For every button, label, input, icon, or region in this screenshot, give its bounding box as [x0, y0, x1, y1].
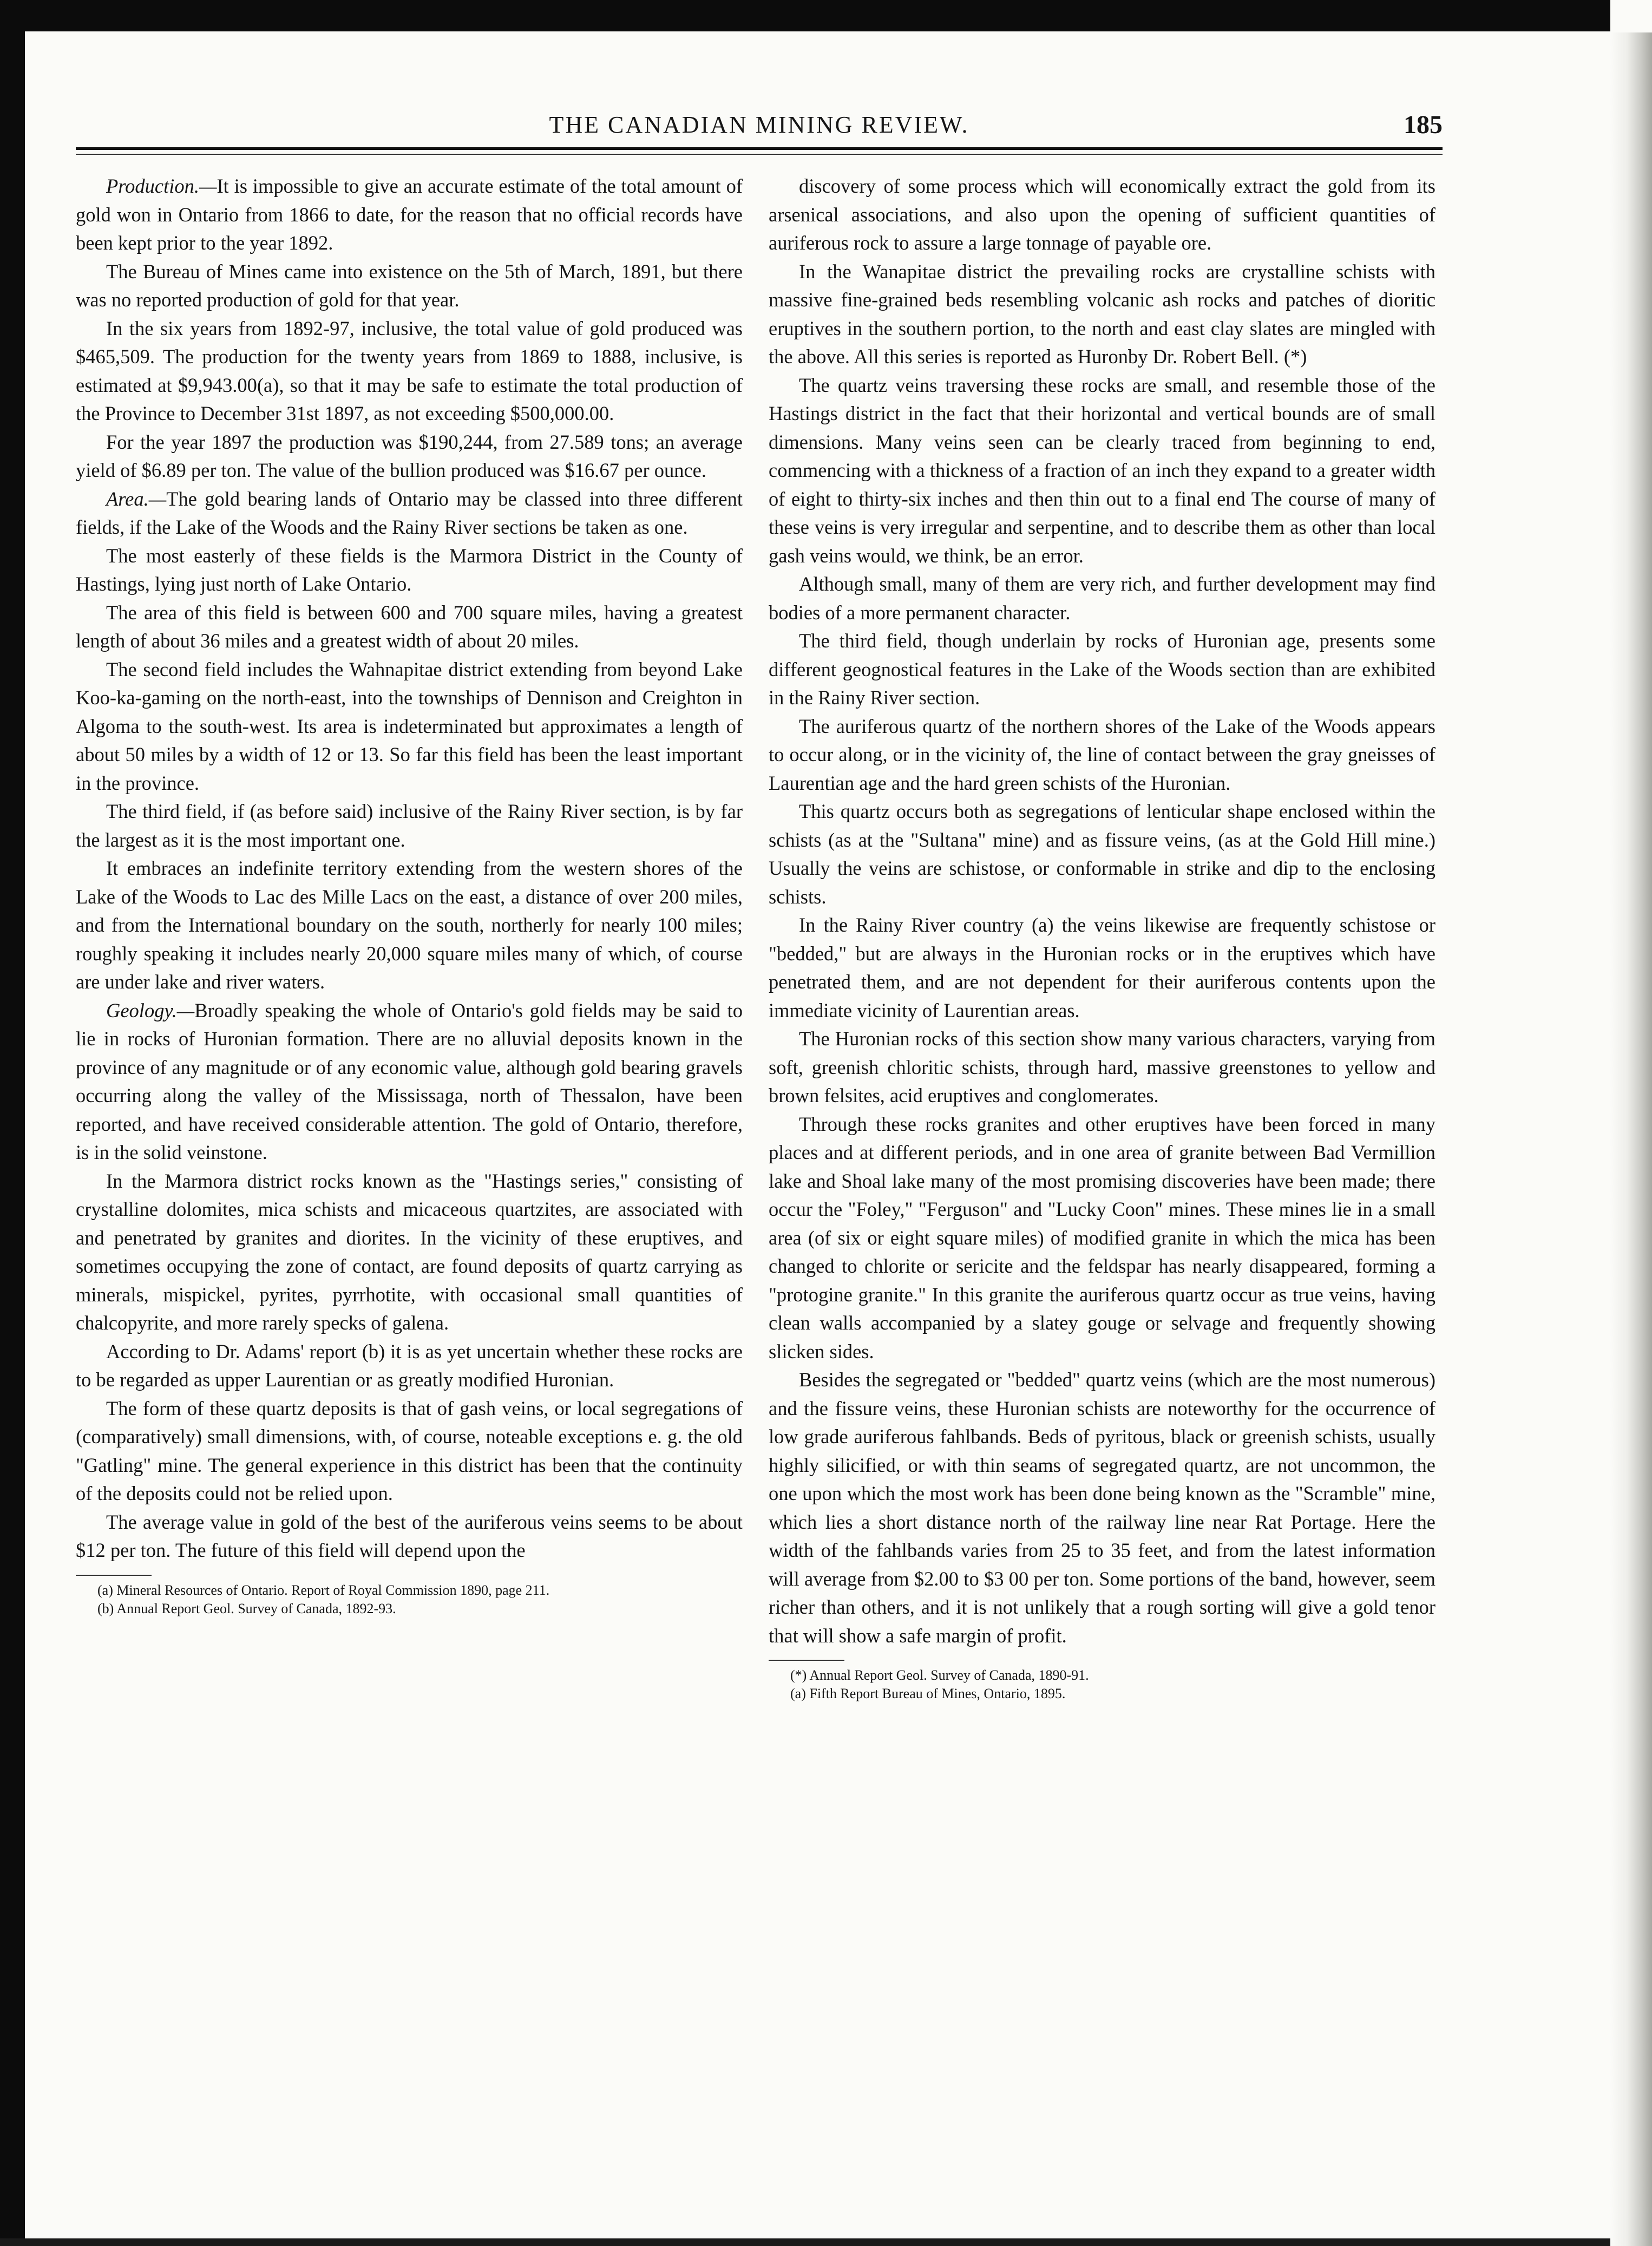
paragraph-text: The most easterly of these fields is the Marmora District in the County of Hastings, lying just north of Lake Ontario. [76, 544, 743, 595]
paragraph-text: The third field, though underlain by rocks of Huronian age, presents some different geognostical features in the Lake of the Woods section than are exhibited in the Rainy River section. [769, 630, 1435, 709]
paragraph [769, 797, 1435, 911]
header-rule-thin [76, 154, 1443, 155]
paragraph [76, 1338, 743, 1394]
scan-bottom-border [0, 2238, 1610, 2246]
paragraph [76, 656, 743, 798]
paragraph-text: In the Marmora district rocks known as the "Hastings series," consisting of crystalline dolomites, mica schists and micaceous quartzites, are associated with and penetrated by granites and diorites. In the vicinity of these eruptives, and sometimes occupying the zone of contact, are found deposits of quartz carrying as minerals, mispickel, pyrites, pyrrhotite, with occasional small quantities of chalcopyrite, and more rarely specks of galena. [76, 1169, 743, 1334]
journal-title: THE CANADIAN MINING REVIEW. [549, 112, 969, 138]
paragraph-text: It embraces an indefinite territory extending from the western shores of the Lake of the Woods to Lac des Mille Lacs on the east, a distance of over 200 miles, and from the International boundary on the south, northerly for nearly 100 miles; roughly speaking it includes nearly 20,000 square miles many of which, of course are under lake and river waters. [76, 857, 743, 993]
paragraph-text: It is impossible to give an accurate estimate of the total amount of gold won in Ontario from 1866 to date, for the reason that no official records have been kept prior to the year 1892. [76, 175, 743, 254]
paragraph [76, 854, 743, 997]
footnote: (*) Annual Report Geol. Survey of Canada, 1890-91. [790, 1667, 1089, 1683]
paragraph [769, 712, 1435, 798]
paragraph [769, 1025, 1435, 1110]
footnote: (b) Annual Report Geol. Survey of Canada, 1892-93. [97, 1600, 396, 1616]
paragraph-text: This quartz occurs both as segregations of lenticular shape enclosed within the schists (as at the "Sultana" mine) and as fissure veins, (as at the Gold Hill mine.) Usually the veins are schistose, or conformable in strike and dip to the enclosing schists. [769, 800, 1435, 908]
section-run-in-heading: Production.— [106, 175, 217, 197]
paragraph [769, 1110, 1435, 1366]
paragraph-text: Besides the segregated or "bedded" quartz veins (which are the most numerous) and the fissure veins, these Huronian schists are noteworthy for the occurrence of low grade auriferous fahlbands. Beds of pyritous, black or greenish schists, usually highly silicified, or with thin seams of segregated quartz, are not uncommon, the one upon which the most work has been done being known as the "Scramble" mine, which lies a short distance north of the railway line near Rat Portage. Here the width of the fahlbands varies from 25 to 35 feet, and from the latest information will average from $2.00 to $3 00 per ton. Some portions of the band, however, seem richer than others, and it is not unlikely that a rough sorting will give a gold tenor that will show a safe margin of profit. [769, 1368, 1435, 1647]
paragraph [769, 258, 1435, 371]
paragraph [76, 1167, 743, 1338]
footnote-rule [76, 1575, 152, 1576]
paragraph [769, 627, 1435, 712]
paragraph-text: The Huronian rocks of this section show many various characters, varying from soft, greenish chloritic schists, through hard, massive greenstones to yellow and brown felsites, acid eruptives and conglomerates. [769, 1027, 1435, 1106]
footnote: (a) Mineral Resources of Ontario. Report of Royal Commission 1890, page 211. [97, 1582, 550, 1598]
running-header [76, 106, 1443, 144]
left-column [76, 172, 743, 1618]
scan-left-border [0, 0, 25, 2246]
page-number: 185 [1404, 110, 1443, 139]
paragraph-text: Broadly speaking the whole of Ontario's gold fields may be said to lie in rocks of Huronian formation. There are no alluvial deposits known in the province of any magnitude or of any economic value, although gold bearing gravels occurring along the valley of the Mississaga, north of Thessalon, have been reported, and have received considerable attention. The gold of Ontario, therefore, is in the solid veinstone. [76, 999, 743, 1163]
paragraph [76, 599, 743, 656]
paragraph [76, 172, 743, 258]
right-column [769, 172, 1435, 1703]
paragraph-text: The quartz veins traversing these rocks are small, and resemble those of the Hastings district in the fact that their horizontal and vertical bounds are of small dimensions. Many veins seen can be clearly traced from beginning to end, commencing with a thickness of a fraction of an inch they expand to a greater width of eight to thirty-six inches and then thin out to a final end The course of many of these veins is very irregular and serpentine, and to describe them as other than local gash veins would, we think, be an error. [769, 374, 1435, 567]
paragraph [769, 1366, 1435, 1650]
paragraph [76, 258, 743, 315]
paragraph [76, 428, 743, 485]
paragraph [769, 911, 1435, 1025]
paragraph [76, 1508, 743, 1565]
paragraph [769, 371, 1435, 571]
paragraph [76, 542, 743, 599]
paragraph [76, 485, 743, 542]
paragraph-text: In the Wanapitae district the prevailing rocks are crystalline schists with massive fine-grained beds resembling volcanic ash rocks and patches of dioritic eruptives in the southern portion, to the north and east clay slates are mingled with the above. All this series is reported as Huronby Dr. Robert Bell. (*) [769, 260, 1435, 368]
paragraph [76, 997, 743, 1167]
header-rule-thick [76, 147, 1443, 150]
paragraph [76, 1394, 743, 1508]
paragraph-text: The form of these quartz deposits is that of gash veins, or local segregations of (comparatively) small dimensions, with, of course, noteable exceptions e. g. the old "Gatling" mine. The general experience in this district has been that the continuity of the deposits could not be relied upon. [76, 1397, 743, 1504]
paragraph-text: Although small, many of them are very rich, and further development may find bodies of a more permanent character. [769, 573, 1435, 624]
paragraph-text: The second field includes the Wahnapitae district extending from beyond Lake Koo-ka-gaming on the north-east, into the townships of Dennison and Creighton in Algoma to the south-west. Its area is indeterminated but approximates a length of about 50 miles by a width of 12 or 13. So far this field has been the least important in the province. [76, 658, 743, 794]
paragraph [769, 172, 1435, 258]
paragraph-text: The average value in gold of the best of the auriferous veins seems to be about $12 per ton. The future of this field will depend upon the [76, 1510, 743, 1561]
paragraph-text: The auriferous quartz of the northern shores of the Lake of the Woods appears to occur along, or in the vicinity of, the line of contact between the gray gneisses of Laurentian age and the hard green schists of the Huronian. [769, 715, 1435, 794]
paragraph-text: Through these rocks granites and other eruptives have been forced in many places and at different periods, and in one area of granite between Bad Vermillion lake and Shoal lake many of the most promising discoveries have been made; there occur the "Foley," "Ferguson" and "Lucky Coon" mines. These mines lie in a small area (of six or eight square miles) of modified granite in which the mica has been changed to chlorite or sericite and the feldspar has nearly disappeared, forming a "protogine granite." In this granite the auriferous quartz occur as true veins, having clean walls accompanied by a slatey gouge or selvage and frequently showing slicken sides. [769, 1112, 1435, 1363]
paragraph-text: The Bureau of Mines came into existence on the 5th of March, 1891, but there was no reported production of gold for that year. [76, 260, 743, 311]
paragraph-text: The gold bearing lands of Ontario may be classed into three different fields, if the Lake of the Woods and the Rainy River sections be taken as one. [76, 487, 743, 538]
paragraph-text: The third field, if (as before said) inclusive of the Rainy River section, is by far the largest as it is the most important one. [76, 800, 743, 851]
paragraph [76, 797, 743, 854]
paragraph-text: The area of this field is between 600 and 700 square miles, having a greatest length of about 36 miles and a greatest width of about 20 miles. [76, 601, 743, 652]
scan-right-edge [1610, 32, 1652, 2246]
paragraph [769, 570, 1435, 627]
footnote-rule [769, 1660, 844, 1661]
paragraph-text: In the Rainy River country (a) the veins likewise are frequently schistose or "bedded," but are always in the Huronian rocks or in the eruptives which have penetrated them, and are not dependent for their auriferous contents upon the immediate vicinity of Laurentian areas. [769, 914, 1435, 1021]
footnote: (a) Fifth Report Bureau of Mines, Ontario, 1895. [790, 1686, 1066, 1701]
paragraph-text: In the six years from 1892-97, inclusive, the total value of gold produced was $465,509. The production for the twenty years from 1869 to 1888, inclusive, is estimated at $9,943.00(a), so that it may be safe to estimate the total production of the Province to December 31st 1897, as not exceeding $500,000.00. [76, 317, 743, 424]
section-run-in-heading: Area.— [106, 487, 167, 510]
scan-top-border [0, 0, 1610, 31]
section-run-in-heading: Geology.— [106, 999, 195, 1021]
paragraph-text: discovery of some process which will economically extract the gold from its arsenical associations, and also upon the opening of sufficient quantities of auriferous rock to assure a large tonnage of payable ore. [769, 175, 1435, 254]
paragraph-text: For the year 1897 the production was $190,244, from 27.589 tons; an average yield of $6.89 per ton. The value of the bullion produced was $16.67 per ounce. [76, 430, 743, 481]
paragraph-text: According to Dr. Adams' report (b) it is as yet uncertain whether these rocks are to be regarded as upper Laurentian or as greatly modified Huronian. [76, 1340, 743, 1391]
paragraph [76, 315, 743, 428]
